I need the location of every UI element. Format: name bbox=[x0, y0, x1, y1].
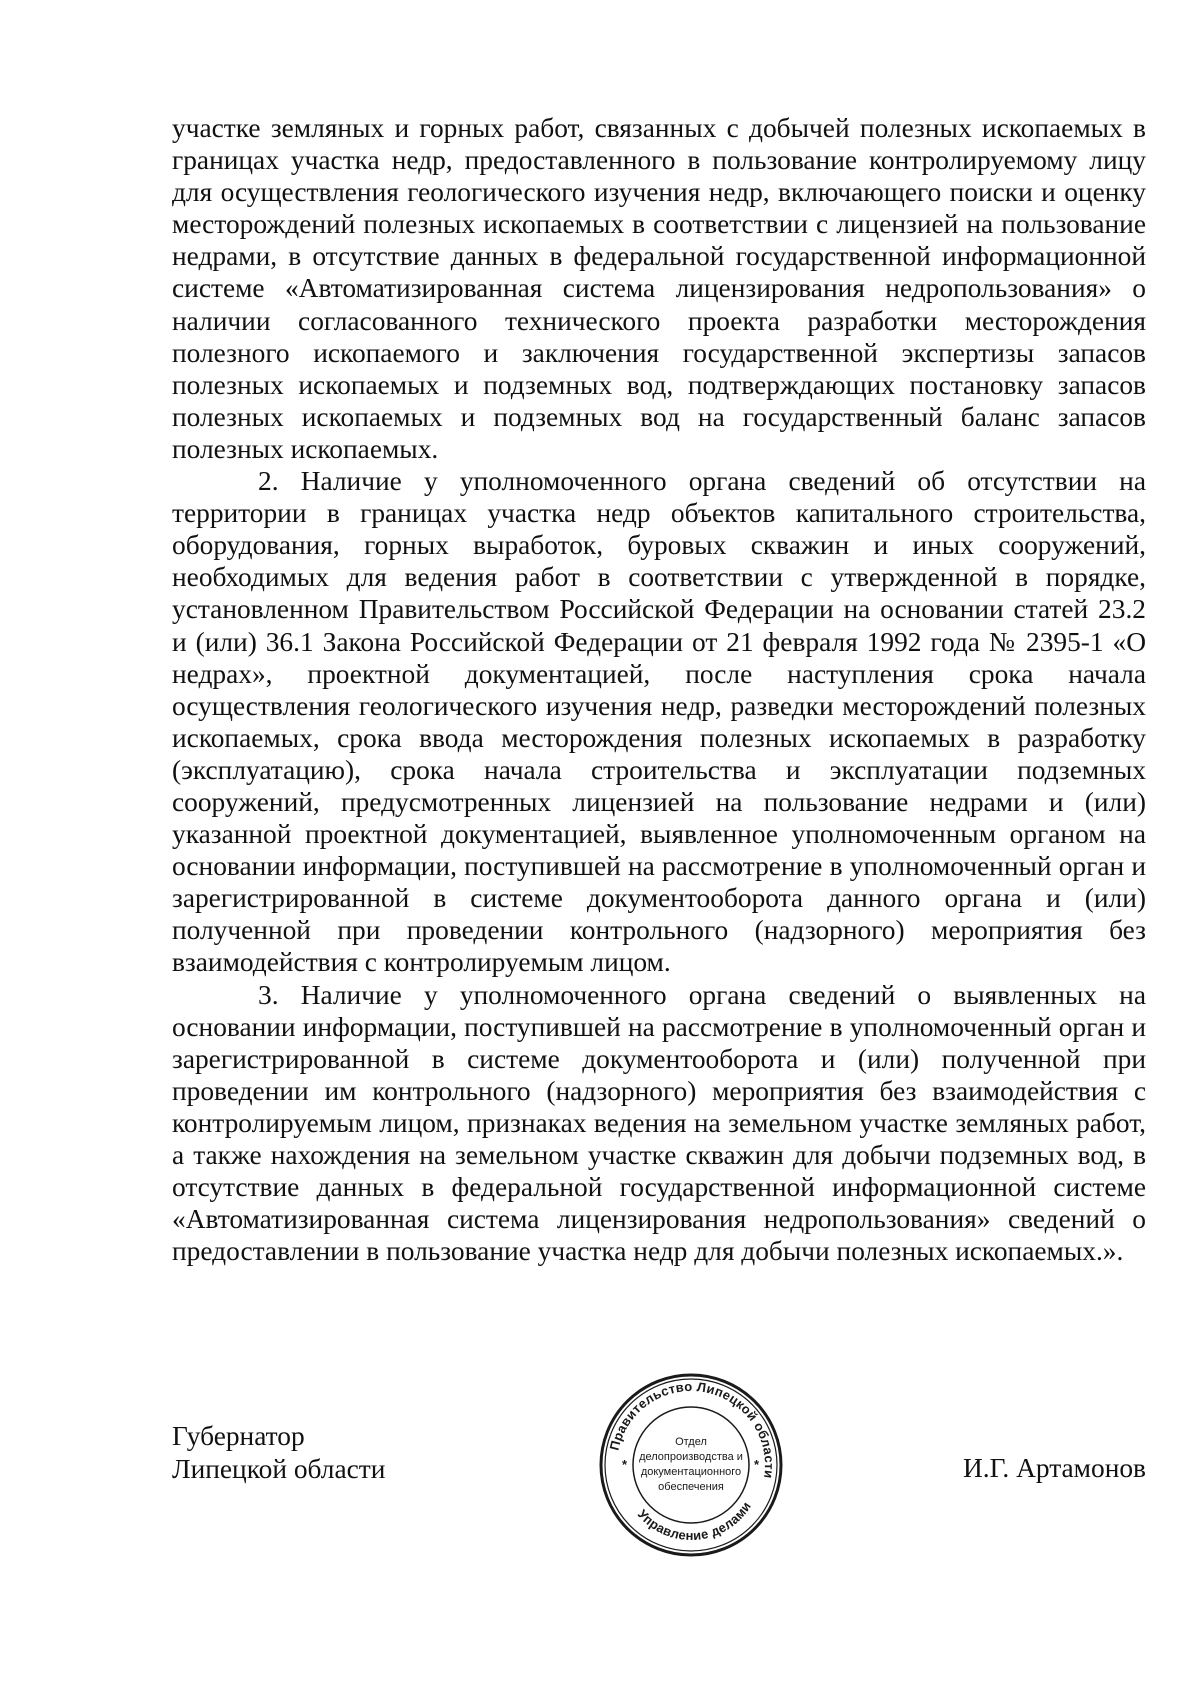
stamp-star-right-icon: * bbox=[754, 1457, 760, 1472]
stamp-center-line-2: делопроизводства и bbox=[639, 1451, 743, 1463]
stamp-outer-text: Правительство Липецкой области bbox=[606, 1378, 778, 1480]
signatory-title: Губернатор bbox=[172, 1421, 305, 1451]
signatory-region: Липецкой области bbox=[172, 1453, 386, 1484]
document-body bbox=[172, 112, 1146, 1267]
svg-text:Управление делами bbox=[635, 1499, 754, 1543]
stamp-bottom-text: Управление делами bbox=[634, 1498, 754, 1544]
paragraph-continuation: участке земляных и горных работ, связанных с добычей полезных ископаемых в границах участка недр, предоставленного в пользование контролируемому лицу для осуществления геологического изучения недр, включающего поиски и оценку месторождений полезных ископаемых в соответствии с лицензией на пользование недрами, в отсутствие данных в федеральной государственной информационной системе «Автоматизированная система лицензирования недропользования» о наличии согласованного технического проекта разработки месторождения полезного ископаемого и заключения государственной экспертизы запасов полезных ископаемых и подземных вод, подтверждающих постановку запасов полезных ископаемых и подземных вод на государственный баланс запасов полезных ископаемых. bbox=[172, 113, 1146, 464]
paragraph-item-3: 3. Наличие у уполномоченного органа сведений о выявленных на основании информации, поступившей на рассмотрение в уполномоченный орган и зарегистрированной в системе документооборота и (или) полученной при проведении им контрольного (надзорного) мероприятия без взаимодействия с контролируемым лицом, признаках ведения на земельном участке земляных работ, а также нахождения на земельном участке скважин для добычи подземных вод, в отсутствие данных в федеральной государственной информационной системе «Автоматизированная система лицензирования недропользования» сведений о предоставлении в пользование участка недр для добычи полезных ископаемых.». bbox=[172, 979, 1146, 1267]
stamp-star-left-icon: * bbox=[622, 1457, 628, 1472]
signatory-position bbox=[172, 1420, 385, 1485]
paragraph-item-2: 2. Наличие у уполномоченного органа сведений об отсутствии на территории в границах участка недр объектов капитального строительства, оборудования, горных выработок, буровых скважин и иных сооружений, необходимых для ведения работ в соответствии с утвержденной в порядке, установленном Правительством Российской Федерации на основании статей 23.2 и (или) 36.1 Закона Российской Федерации от 21 февраля 1992 года № 2395-1 «О недрах», проектной документацией, после наступления срока начала осуществления геологического изучения недр, разведки месторождений полезных ископаемых, срока ввода месторождения полезных ископаемых в разработку (эксплуатацию), срока начала строительства и эксплуатации подземных сооружений, предусмотренных лицензией на пользование недрами и (или) указанной проектной документацией, выявленное уполномоченным органом на основании информации, поступившей на рассмотрение в уполномоченный орган и зарегистрированной в системе документооборота данного органа и (или) полученной при проведении контрольного (надзорного) мероприятия без взаимодействия с контролируемым лицом. bbox=[172, 466, 1146, 978]
stamp-seal-icon bbox=[596, 1370, 786, 1560]
stamp-center-line-1: Отдел bbox=[675, 1436, 707, 1448]
signatory-name: И.Г. Артамонов bbox=[963, 1453, 1146, 1483]
stamp-center-line-3: документационного bbox=[640, 1466, 742, 1478]
svg-text:Правительство Липецкой области bbox=[607, 1379, 778, 1479]
official-stamp bbox=[596, 1370, 786, 1560]
stamp-center-line-4: обеспечения bbox=[658, 1481, 724, 1493]
